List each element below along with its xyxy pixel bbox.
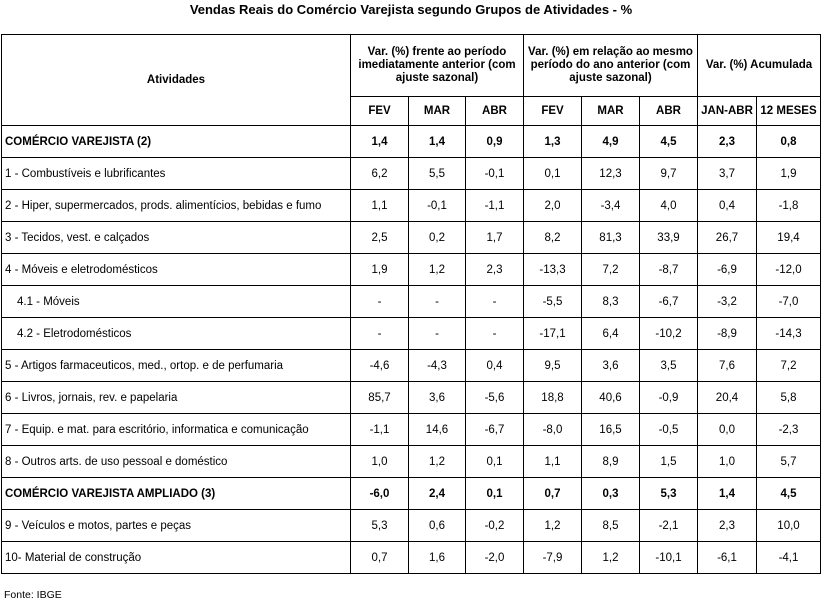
cell-value: 7,6 [698, 350, 757, 382]
row-label: 5 - Artigos farmaceuticos, med., ortop. e de perfumaria [2, 350, 351, 382]
row-label: 4.2 - Eletrodomésticos [2, 318, 351, 350]
cell-value: 0,8 [757, 126, 821, 158]
cell-value: 85,7 [351, 382, 409, 414]
cell-value: 0,3 [582, 478, 640, 510]
cell-value: -8,9 [698, 318, 757, 350]
cell-value: 2,3 [466, 254, 524, 286]
table-row [2, 382, 821, 414]
cell-value: 3,6 [409, 382, 466, 414]
table-row [2, 254, 821, 286]
cell-value: -6,0 [351, 478, 409, 510]
row-label: 2 - Hiper, supermercados, prods. alimentícios, bebidas e fumo [2, 190, 351, 222]
table-row [2, 158, 821, 190]
column-header: 12 MESES [757, 97, 821, 126]
row-label: 8 - Outros arts. de uso pessoal e doméstico [2, 446, 351, 478]
cell-value: 1,4 [351, 126, 409, 158]
row-label: 6 - Livros, jornais, rev. e papelaria [2, 382, 351, 414]
cell-value: 2,5 [351, 222, 409, 254]
cell-value: 5,8 [757, 382, 821, 414]
cell-value: 4,9 [582, 126, 640, 158]
row-label: 9 - Veículos e motos, partes e peças [2, 510, 351, 542]
column-header: MAR [409, 97, 466, 126]
cell-value: 8,3 [582, 286, 640, 318]
cell-value: -10,2 [640, 318, 698, 350]
cell-value: 4,5 [640, 126, 698, 158]
cell-value: 1,6 [409, 542, 466, 574]
cell-value: 2,3 [698, 510, 757, 542]
cell-value: 6,2 [351, 158, 409, 190]
cell-value: -6,7 [640, 286, 698, 318]
column-header: ABR [640, 97, 698, 126]
table-row [2, 414, 821, 446]
cell-value: 18,8 [524, 382, 582, 414]
cell-value: -17,1 [524, 318, 582, 350]
cell-value: 1,0 [698, 446, 757, 478]
cell-value: -0,1 [409, 190, 466, 222]
cell-value: 0,1 [466, 478, 524, 510]
cell-value: 0,1 [524, 158, 582, 190]
cell-value: 16,5 [582, 414, 640, 446]
cell-value: 19,4 [757, 222, 821, 254]
cell-value: -4,3 [409, 350, 466, 382]
cell-value: 40,6 [582, 382, 640, 414]
cell-value: 5,5 [409, 158, 466, 190]
cell-value: 1,9 [757, 158, 821, 190]
row-label: 4 - Móveis e eletrodomésticos [2, 254, 351, 286]
table-row [2, 542, 821, 574]
cell-value: 81,3 [582, 222, 640, 254]
column-header: ABR [466, 97, 524, 126]
sales-table [1, 34, 821, 574]
cell-value: 1,1 [524, 446, 582, 478]
header-group-accumulated: Var. (%) Acumulada [698, 35, 821, 97]
cell-value: 14,6 [409, 414, 466, 446]
cell-value: 7,2 [757, 350, 821, 382]
cell-value: 8,9 [582, 446, 640, 478]
cell-value: - [466, 318, 524, 350]
cell-value: 3,6 [582, 350, 640, 382]
cell-value: 0,6 [409, 510, 466, 542]
cell-value: 2,3 [698, 126, 757, 158]
cell-value: -12,0 [757, 254, 821, 286]
cell-value: -7,9 [524, 542, 582, 574]
table-title: Vendas Reais do Comércio Varejista segundo Grupos de Atividades - % [189, 2, 633, 17]
header-activity: Atividades [2, 35, 351, 126]
column-header: FEV [524, 97, 582, 126]
cell-value: 3,7 [698, 158, 757, 190]
table-row [2, 286, 821, 318]
cell-value: 1,2 [409, 254, 466, 286]
cell-value: 0,9 [466, 126, 524, 158]
cell-value: - [351, 318, 409, 350]
row-label: 1 - Combustíveis e lubrificantes [2, 158, 351, 190]
cell-value: -4,6 [351, 350, 409, 382]
cell-value: 1,9 [351, 254, 409, 286]
cell-value: 0,4 [698, 190, 757, 222]
cell-value: 10,0 [757, 510, 821, 542]
cell-value: 20,4 [698, 382, 757, 414]
cell-value: 1,2 [524, 510, 582, 542]
row-label: 4.1 - Móveis [2, 286, 351, 318]
table-row [2, 222, 821, 254]
cell-value: 1,3 [524, 126, 582, 158]
cell-value: - [466, 286, 524, 318]
cell-value: 5,3 [640, 478, 698, 510]
cell-value: -8,0 [524, 414, 582, 446]
cell-value: 8,5 [582, 510, 640, 542]
table-row [2, 126, 821, 158]
cell-value: -3,4 [582, 190, 640, 222]
cell-value: 5,7 [757, 446, 821, 478]
table-body [2, 126, 821, 574]
row-label: 10- Material de construção [2, 542, 351, 574]
cell-value: 26,7 [698, 222, 757, 254]
cell-value: 2,0 [524, 190, 582, 222]
table-row [2, 478, 821, 510]
table-row [2, 446, 821, 478]
cell-value: -6,1 [698, 542, 757, 574]
cell-value: 5,3 [351, 510, 409, 542]
cell-value: -0,5 [640, 414, 698, 446]
cell-value: -2,3 [757, 414, 821, 446]
cell-value: -0,2 [466, 510, 524, 542]
cell-value: 1,0 [351, 446, 409, 478]
cell-value: 1,2 [582, 542, 640, 574]
cell-value: -6,9 [698, 254, 757, 286]
cell-value: -1,1 [466, 190, 524, 222]
cell-value: -10,1 [640, 542, 698, 574]
cell-value: 8,2 [524, 222, 582, 254]
column-header: MAR [582, 97, 640, 126]
cell-value: - [351, 286, 409, 318]
cell-value: 4,5 [757, 478, 821, 510]
cell-value: -1,8 [757, 190, 821, 222]
cell-value: 1,4 [698, 478, 757, 510]
cell-value: -4,1 [757, 542, 821, 574]
table-row [2, 190, 821, 222]
cell-value: 9,7 [640, 158, 698, 190]
header-row-groups [2, 35, 821, 97]
header-group-prev-period: Var. (%) frente ao período imediatamente anterior (com ajuste sazonal) [351, 35, 524, 97]
cell-value: 0,7 [351, 542, 409, 574]
cell-value: - [409, 286, 466, 318]
source-note: Fonte: IBGE [4, 589, 62, 601]
cell-value: -6,7 [466, 414, 524, 446]
column-header: FEV [351, 97, 409, 126]
table-row [2, 318, 821, 350]
cell-value: -3,2 [698, 286, 757, 318]
cell-value: -1,1 [351, 414, 409, 446]
row-label: 7 - Equip. e mat. para escritório, informatica e comunicação [2, 414, 351, 446]
cell-value: -5,5 [524, 286, 582, 318]
cell-value: 9,5 [524, 350, 582, 382]
cell-value: 3,5 [640, 350, 698, 382]
cell-value: 7,2 [582, 254, 640, 286]
cell-value: -5,6 [466, 382, 524, 414]
row-label: COMÉRCIO VAREJISTA (2) [2, 126, 351, 158]
cell-value: 0,0 [698, 414, 757, 446]
cell-value: 12,3 [582, 158, 640, 190]
table-row [2, 510, 821, 542]
cell-value: 1,4 [409, 126, 466, 158]
cell-value: -2,1 [640, 510, 698, 542]
column-header: JAN-ABR [698, 97, 757, 126]
cell-value: 1,7 [466, 222, 524, 254]
cell-value: -14,3 [757, 318, 821, 350]
cell-value: -8,7 [640, 254, 698, 286]
cell-value: -0,1 [466, 158, 524, 190]
cell-value: 4,0 [640, 190, 698, 222]
row-label: COMÉRCIO VAREJISTA AMPLIADO (3) [2, 478, 351, 510]
table-row [2, 350, 821, 382]
cell-value: 2,4 [409, 478, 466, 510]
header-group-prev-year: Var. (%) em relação ao mesmo período do ano anterior (com ajuste sazonal) [524, 35, 698, 97]
cell-value: 1,5 [640, 446, 698, 478]
cell-value: 0,7 [524, 478, 582, 510]
cell-value: 6,4 [582, 318, 640, 350]
cell-value: -13,3 [524, 254, 582, 286]
cell-value: - [409, 318, 466, 350]
cell-value: 0,2 [409, 222, 466, 254]
cell-value: 33,9 [640, 222, 698, 254]
cell-value: 0,4 [466, 350, 524, 382]
cell-value: -2,0 [466, 542, 524, 574]
cell-value: 0,1 [466, 446, 524, 478]
cell-value: 1,1 [351, 190, 409, 222]
cell-value: -7,0 [757, 286, 821, 318]
cell-value: 1,2 [409, 446, 466, 478]
cell-value: -0,9 [640, 382, 698, 414]
row-label: 3 - Tecidos, vest. e calçados [2, 222, 351, 254]
